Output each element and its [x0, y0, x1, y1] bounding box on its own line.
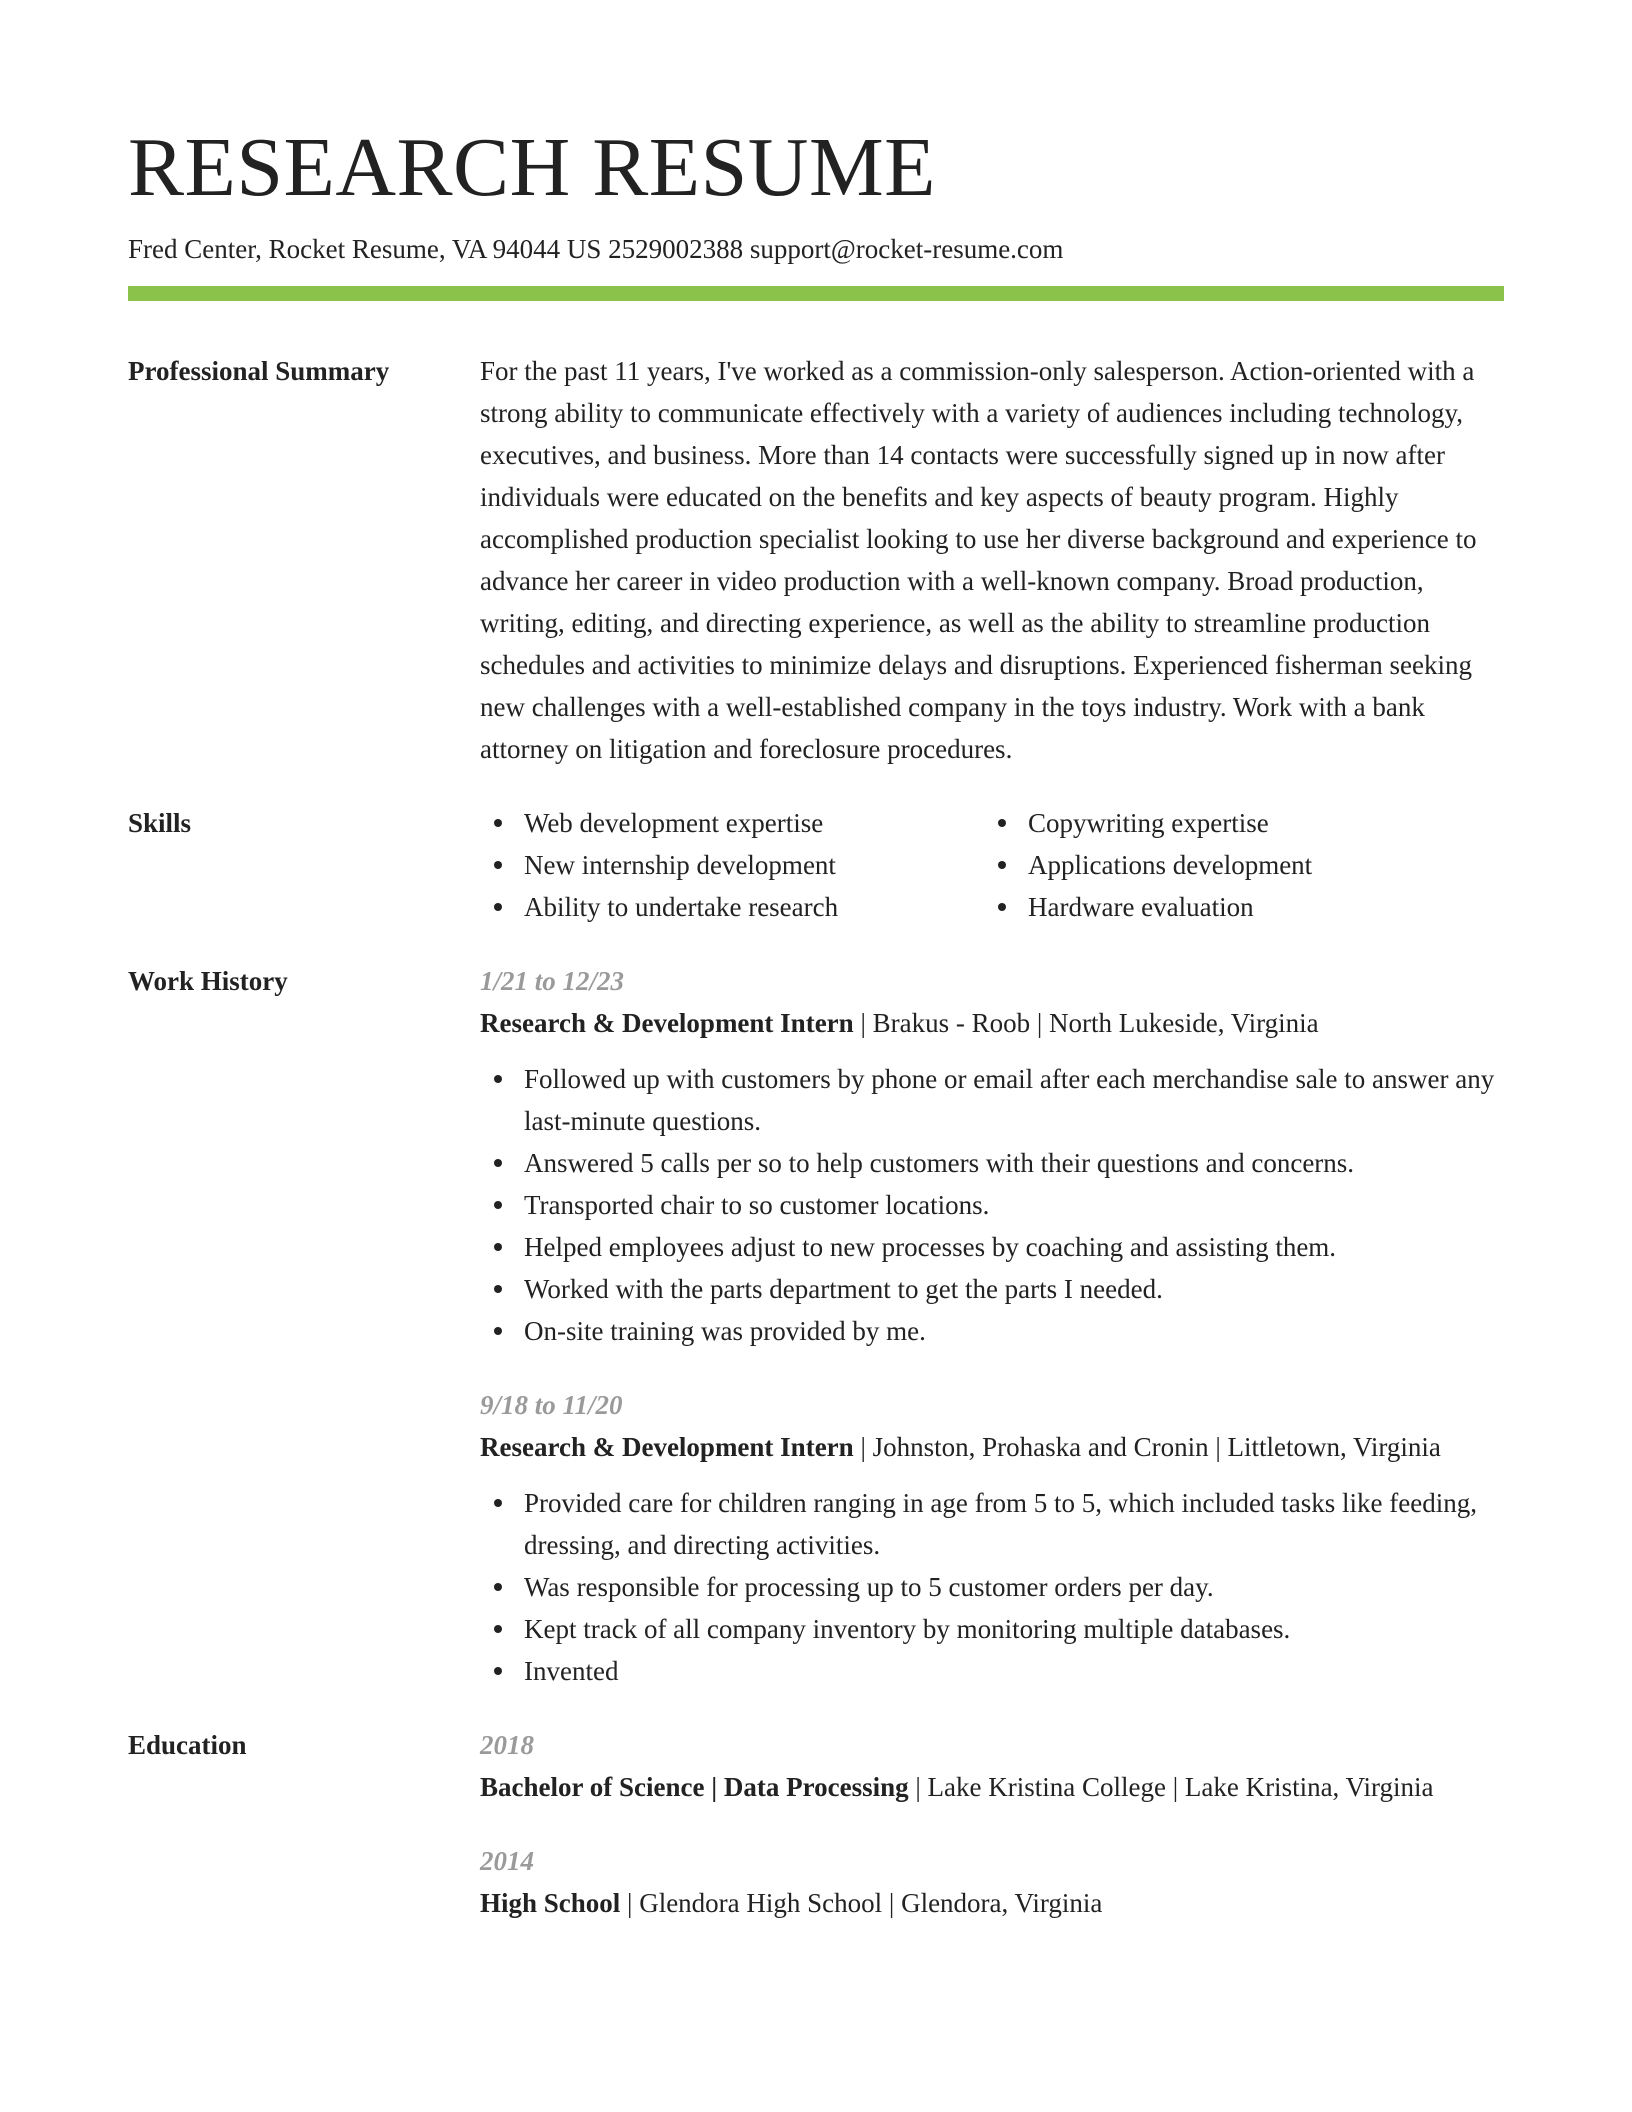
education-entry	[480, 1724, 1504, 1808]
work-bullet: Was responsible for processing up to 5 customer orders per day.	[480, 1566, 1504, 1608]
education-line	[480, 1882, 1504, 1924]
work-bullets	[480, 1482, 1504, 1692]
education-year: 2014	[480, 1846, 534, 1876]
skills-column-left	[480, 802, 984, 928]
work-dates: 1/21 to 12/23	[480, 966, 625, 996]
work-bullet: On-site training was provided by me.	[480, 1310, 1504, 1352]
summary-text: For the past 11 years, I've worked as a commission-only salesperson. Action-oriented with a strong ability to communicate effectively with a variety of audiences including technology, executives, and business. More than 14 contacts were successfully signed up in now after individuals were educated on the benefits and key aspects of beauty program. Highly accomplished production specialist looking to use her diverse background and experience to advance her career in video production with a well-known company. Broad production, writing, editing, and directing experience, as well as the ability to streamline production schedules and activities to minimize delays and disruptions. Experienced fisherman seeking new challenges with a well-established company in the toys industry. Work with a bank attorney on litigation and foreclosure procedures.	[480, 356, 1477, 764]
resume-sections	[128, 350, 1504, 1956]
skill-item: New internship development	[480, 844, 984, 886]
education-line	[480, 1766, 1504, 1808]
work-entry	[480, 1384, 1504, 1692]
job-title: Research & Development Intern	[480, 1432, 854, 1462]
resume-title: RESEARCH RESUME	[128, 121, 936, 214]
work-bullets	[480, 1058, 1504, 1352]
skill-item: Ability to undertake research	[480, 886, 984, 928]
education-details: | Lake Kristina College | Lake Kristina, Virginia	[908, 1772, 1434, 1802]
education-details: | Glendora High School | Glendora, Virginia	[620, 1888, 1103, 1918]
education-entry	[480, 1840, 1504, 1924]
work-title-line	[480, 1002, 1504, 1044]
skills-section	[128, 802, 1504, 928]
education-section	[128, 1724, 1504, 1924]
skills-column-right	[984, 802, 1488, 928]
work-entry	[480, 960, 1504, 1352]
work-bullet: Provided care for children ranging in age from 5 to 5, which included tasks like feeding, dressing, and directing activities.	[480, 1482, 1504, 1566]
section-label-summary: Professional Summary	[128, 356, 390, 386]
skill-item: Applications development	[984, 844, 1488, 886]
work-bullet: Invented	[480, 1650, 1504, 1692]
work-bullet: Worked with the parts department to get the parts I needed.	[480, 1268, 1504, 1310]
section-label-skills: Skills	[128, 808, 192, 838]
work-dates: 9/18 to 11/20	[480, 1390, 623, 1420]
section-label-work: Work History	[128, 966, 288, 996]
education-year: 2018	[480, 1730, 534, 1760]
work-bullet: Kept track of all company inventory by monitoring multiple databases.	[480, 1608, 1504, 1650]
degree: High School	[480, 1888, 621, 1918]
contact-line: Fred Center, Rocket Resume, VA 94044 US 2529002388 support@rocket-resume.com	[128, 234, 1064, 264]
work-history-section	[128, 960, 1504, 1692]
skill-item: Copywriting expertise	[984, 802, 1488, 844]
job-details: | Johnston, Prohaska and Cronin | Littletown, Virginia	[853, 1432, 1441, 1462]
work-bullet: Transported chair to so customer locations.	[480, 1184, 1504, 1226]
work-title-line	[480, 1426, 1504, 1468]
job-details: | Brakus - Roob | North Lukeside, Virginia	[853, 1008, 1319, 1038]
work-bullet: Followed up with customers by phone or email after each merchandise sale to answer any last-minute questions.	[480, 1058, 1504, 1142]
section-label-education: Education	[128, 1730, 247, 1760]
work-bullet: Answered 5 calls per so to help customers with their questions and concerns.	[480, 1142, 1504, 1184]
skill-item: Hardware evaluation	[984, 886, 1488, 928]
job-title: Research & Development Intern	[480, 1008, 854, 1038]
skill-item: Web development expertise	[480, 802, 984, 844]
work-bullet: Helped employees adjust to new processes by coaching and assisting them.	[480, 1226, 1504, 1268]
summary-section	[128, 350, 1504, 770]
accent-divider	[128, 286, 1504, 301]
degree: Bachelor of Science | Data Processing	[480, 1772, 909, 1802]
